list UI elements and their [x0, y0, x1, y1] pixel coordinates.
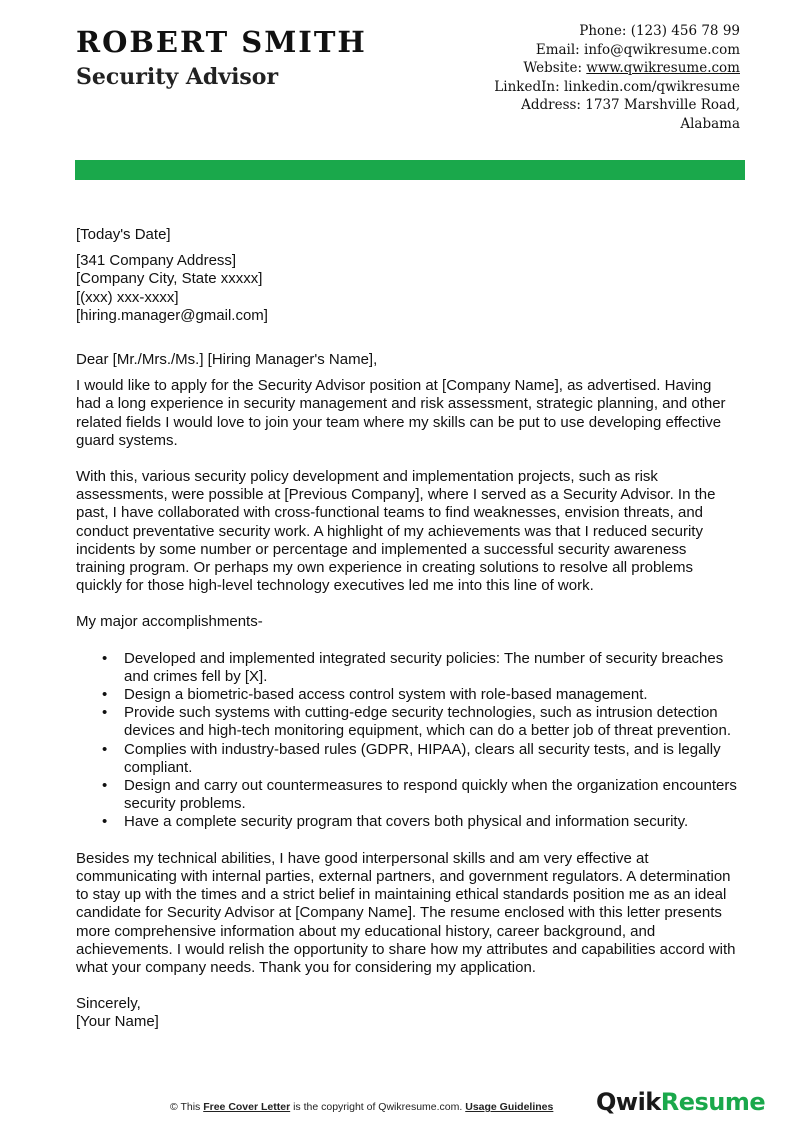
accent-divider [75, 160, 745, 180]
bullet-icon: • [102, 686, 108, 704]
list-item [76, 704, 738, 740]
contact-block [440, 22, 740, 133]
contact-email: Email: info@qwikresume.com [535, 41, 740, 58]
company-phone: [(xxx) xxx-xxxx] [76, 288, 179, 306]
website-link[interactable]: www.qwikresume.com [586, 60, 740, 76]
list-item-text: Complies with industry-based rules (GDPR, HIPAA), clears all security tests, and is legally compliant. [124, 740, 721, 776]
signature: [Your Name] [76, 1013, 159, 1031]
logo-part-resume: Resume [660, 1088, 766, 1116]
closing: Sincerely, [76, 995, 141, 1013]
company-email: [hiring.manager@gmail.com] [76, 306, 268, 324]
bullet-icon: • [102, 777, 108, 795]
contact-address-line2: Alabama [680, 115, 740, 132]
paragraph-intro: I would like to apply for the Security Advisor position at [Company Name], as advertised. Having had a long experience in security management and risk assessment, strategic planning, and other related fields I would love to join your team where my skills can be put to use developing effective guard systems. [76, 377, 726, 449]
company-address: [341 Company Address] [76, 252, 237, 270]
list-item [76, 741, 738, 777]
usage-guidelines-link[interactable]: Usage Guidelines [465, 1101, 554, 1113]
accomplishments-heading: My major accomplishments- [76, 613, 263, 631]
free-cover-letter-link[interactable]: Free Cover Letter [203, 1101, 291, 1113]
contact-address-line1: Address: 1737 Marshville Road, [521, 97, 740, 113]
copyright-footer [170, 1101, 553, 1113]
job-title: Security Advisor [76, 64, 279, 90]
bullet-icon: • [102, 740, 108, 758]
applicant-name: ROBERT SMITH [76, 25, 367, 59]
contact-website [440, 59, 740, 78]
qwikresume-logo [596, 1088, 765, 1116]
salutation: Dear [Mr./Mrs./Ms.] [Hiring Manager's Name], [76, 351, 378, 369]
list-item-text: Developed and implemented integrated security policies: The number of security breaches and crimes fell by [X]. [124, 649, 724, 685]
list-item [76, 686, 738, 704]
list-item-text: Design and carry out countermeasures to respond quickly when the organization encounters security problems. [124, 777, 737, 813]
letter-date: [Today's Date] [76, 226, 171, 243]
website-label: Website: [523, 60, 587, 76]
bullet-icon: • [102, 649, 108, 667]
bullet-icon: • [102, 813, 108, 831]
list-item [76, 813, 738, 831]
logo-part-qwik: Qwik [596, 1088, 661, 1116]
bullet-icon: • [102, 704, 108, 722]
list-item [76, 777, 738, 813]
paragraph-experience: With this, various security policy development and implementation projects, such as risk assessments, were possible at [Previous Company], where I served as a Security Advisor. In the past, I have collaborated with cross-functional teams to find weaknesses, envision threats, and conduct preventative security work. A highlight of my achievements was that I reduced security incidents by some number or percentage and implemented a successful security awareness training program. Or perhaps my own experience in creating solutions to resolve all problems quickly for those high-level technology executives led me into this line of work. [76, 468, 716, 595]
letter-body [76, 226, 738, 1032]
accomplishments-list [76, 650, 738, 832]
footer-middle: is the copyright of Qwikresume.com. [290, 1101, 466, 1113]
paragraph-closing: Besides my technical abilities, I have good interpersonal skills and am very effective at communicating with internal parties, external partners, and government regulators. A determination to stay up with the times and a strict belief in maintaining ethical standards position me as an ideal candidate for Security Advisor at [Company Name]. The resume enclosed with this letter presents more comprehensive information about my educational history, career background, and achievements. I would relish the opportunity to share how my attributes and capabilities accord with what your company needs. Thank you for considering my application. [76, 849, 736, 976]
footer-prefix: © This [170, 1101, 204, 1113]
contact-phone: Phone: (123) 456 78 99 [579, 23, 740, 39]
company-city: [Company City, State xxxxx] [76, 270, 263, 288]
contact-linkedin: LinkedIn: linkedin.com/qwikresume [494, 78, 740, 95]
list-item-text: Design a biometric-based access control system with role-based management. [124, 686, 648, 704]
list-item-text: Have a complete security program that covers both physical and information security. [124, 813, 689, 831]
list-item-text: Provide such systems with cutting-edge security technologies, such as intrusion detection devices and high-tech monitoring equipment, which can do a better job of threat prevention. [124, 704, 732, 740]
list-item [76, 650, 738, 686]
